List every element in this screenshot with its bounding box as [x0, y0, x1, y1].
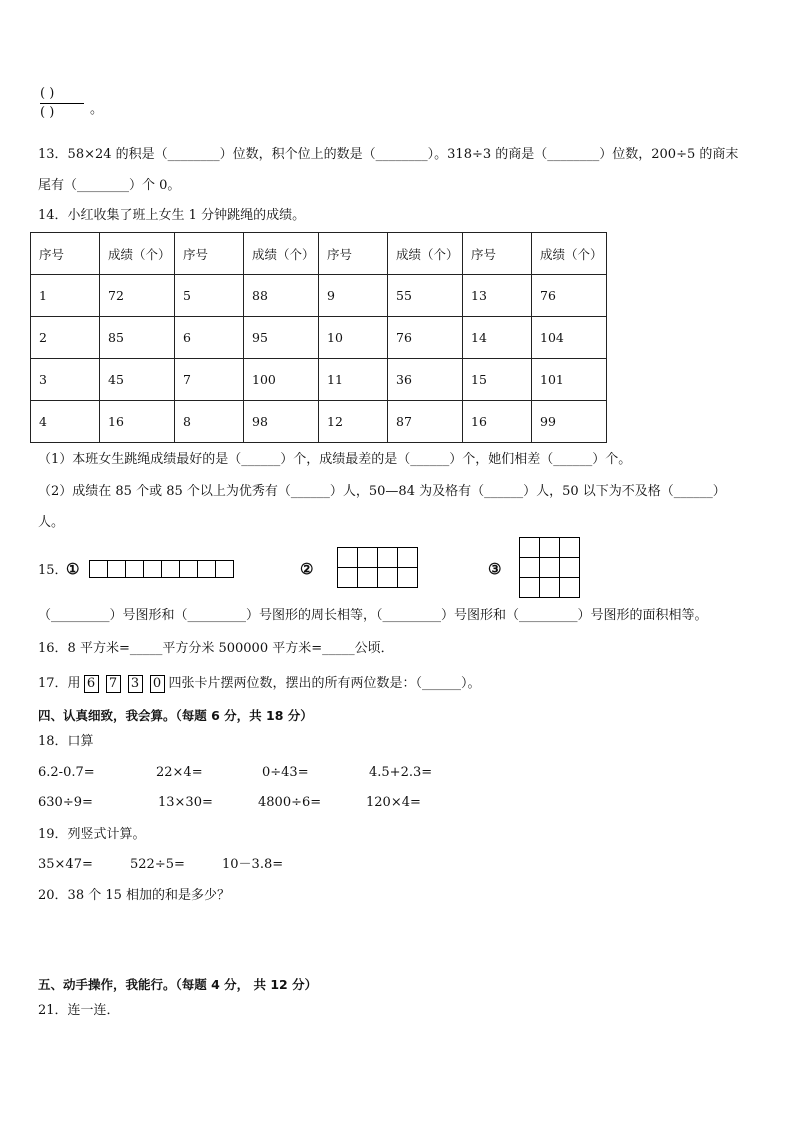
table-cell: 2	[31, 317, 100, 359]
square-cell	[519, 537, 540, 558]
table-header: 序号	[31, 233, 100, 275]
table-header: 成绩（个）	[532, 233, 607, 275]
fraction-end: 。	[90, 102, 104, 117]
q18-title: 18．口算	[38, 734, 94, 749]
square-cell	[357, 547, 378, 568]
square-cell	[539, 537, 560, 558]
figure-2-grid	[338, 548, 418, 588]
square-cell	[377, 547, 398, 568]
table-cell: 87	[388, 401, 463, 443]
table-cell: 16	[100, 401, 175, 443]
figure-1-strip	[90, 560, 234, 578]
q18-item: 13×30=	[158, 795, 213, 810]
square-cell	[107, 560, 126, 578]
square-cell	[559, 557, 580, 578]
fraction-denominator: ( )	[40, 105, 55, 120]
table-header: 序号	[319, 233, 388, 275]
table-cell: 4	[31, 401, 100, 443]
table-header: 成绩（个）	[244, 233, 319, 275]
square-cell	[179, 560, 198, 578]
square-cell	[337, 567, 358, 588]
digit-card-0: 0	[150, 675, 165, 693]
table-cell: 95	[244, 317, 319, 359]
table-cell: 15	[463, 359, 532, 401]
q17	[38, 675, 481, 693]
table-cell: 101	[532, 359, 607, 401]
square-cell	[539, 577, 560, 598]
q18-item: 22×4=	[156, 765, 203, 780]
table-header: 序号	[175, 233, 244, 275]
table-cell: 99	[532, 401, 607, 443]
table-cell: 85	[100, 317, 175, 359]
table-row	[31, 317, 607, 359]
square-cell	[89, 560, 108, 578]
q14-sub1: （1）本班女生跳绳成绩最好的是（______）个，成绩最差的是（______）个，她们相差（______）个。	[38, 452, 632, 467]
q16: 16．8 平方米=_____平方分米 500000 平方米=_____公顷．	[38, 641, 394, 656]
square-cell	[519, 557, 540, 578]
section-5-heading: 五、动手操作，我能行。（每题 4 分， 共 12 分）	[38, 977, 318, 992]
square-cell	[559, 537, 580, 558]
q18-item: 0÷43=	[262, 765, 309, 780]
table-header-row	[31, 233, 607, 275]
square-cell	[397, 547, 418, 568]
fraction-blank	[40, 86, 104, 121]
q20: 20．38 个 15 相加的和是多少？	[38, 888, 231, 903]
square-cell	[161, 560, 180, 578]
fraction-bar	[40, 103, 84, 104]
fraction-numerator: ( )	[40, 86, 55, 101]
table-cell: 100	[244, 359, 319, 401]
q14-sub2-line1: （2）成绩在 85 个或 85 个以上为优秀有（______）人，50—84 为及格有（______）人，50 以下为不及格（______）	[38, 484, 726, 499]
table-header: 成绩（个）	[100, 233, 175, 275]
table-cell: 1	[31, 275, 100, 317]
figure-1-mark: ①	[66, 560, 80, 578]
q19-item: 10－3.8=	[222, 857, 284, 872]
table-cell: 104	[532, 317, 607, 359]
score-table	[30, 232, 607, 443]
table-cell: 76	[388, 317, 463, 359]
q21: 21．连一连．	[38, 1003, 120, 1018]
table-cell: 5	[175, 275, 244, 317]
table-cell: 76	[532, 275, 607, 317]
table-cell: 3	[31, 359, 100, 401]
digit-card-3: 3	[128, 675, 143, 693]
digit-card-7: 7	[106, 675, 121, 693]
table-cell: 88	[244, 275, 319, 317]
figure-3-grid	[520, 538, 580, 598]
square-cell	[143, 560, 162, 578]
square-cell	[539, 557, 560, 578]
table-cell: 16	[463, 401, 532, 443]
table-row	[31, 401, 607, 443]
square-cell	[519, 577, 540, 598]
table-cell: 10	[319, 317, 388, 359]
square-cell	[337, 547, 358, 568]
table-header: 成绩（个）	[388, 233, 463, 275]
figure-2-mark: ②	[300, 560, 314, 578]
table-cell: 9	[319, 275, 388, 317]
table-cell: 11	[319, 359, 388, 401]
table-row	[31, 275, 607, 317]
table-header: 序号	[463, 233, 532, 275]
figure-3-mark: ③	[488, 560, 502, 578]
square-cell	[397, 567, 418, 588]
q13-line1: 13．58×24 的积是（________）位数，积个位上的数是（________）。318÷3 的商是（________）位数，200÷5 的商末	[38, 147, 739, 162]
q15-answer: （_________）号图形和（_________）号图形的周长相等，（_________）号图形和（_________）号图形的面积相等。	[38, 608, 708, 623]
table-cell: 14	[463, 317, 532, 359]
table-cell: 55	[388, 275, 463, 317]
q19-item: 35×47=	[38, 857, 93, 872]
digit-card-6: 6	[84, 675, 99, 693]
table-cell: 72	[100, 275, 175, 317]
q14-title: 14．小红收集了班上女生 1 分钟跳绳的成绩。	[38, 208, 306, 223]
q14-sub2-line2: 人。	[38, 515, 65, 530]
table-row	[31, 359, 607, 401]
table-cell: 12	[319, 401, 388, 443]
table-cell: 13	[463, 275, 532, 317]
q17-prefix: 17．用	[38, 676, 81, 691]
q17-suffix: 四张卡片摆两位数，摆出的所有两位数是：（______）。	[168, 676, 481, 691]
q18-item: 630÷9=	[38, 795, 93, 810]
q18-item: 4.5+2.3=	[369, 765, 433, 780]
q19-item: 522÷5=	[130, 857, 185, 872]
square-cell	[215, 560, 234, 578]
q15-label: 15．	[38, 563, 68, 578]
q18-item: 4800÷6=	[258, 795, 322, 810]
table-cell: 45	[100, 359, 175, 401]
section-4-heading: 四、认真细致，我会算。（每题 6 分，共 18 分）	[38, 708, 313, 723]
table-cell: 8	[175, 401, 244, 443]
q19-title: 19．列竖式计算。	[38, 827, 146, 842]
table-cell: 98	[244, 401, 319, 443]
square-cell	[357, 567, 378, 588]
table-cell: 6	[175, 317, 244, 359]
square-cell	[197, 560, 216, 578]
table-cell: 36	[388, 359, 463, 401]
table-cell: 7	[175, 359, 244, 401]
square-cell	[377, 567, 398, 588]
q18-item: 120×4=	[366, 795, 421, 810]
square-cell	[559, 577, 580, 598]
q18-item: 6.2-0.7=	[38, 765, 95, 780]
square-cell	[125, 560, 144, 578]
q13-line2: 尾有（________）个 0。	[38, 178, 181, 193]
